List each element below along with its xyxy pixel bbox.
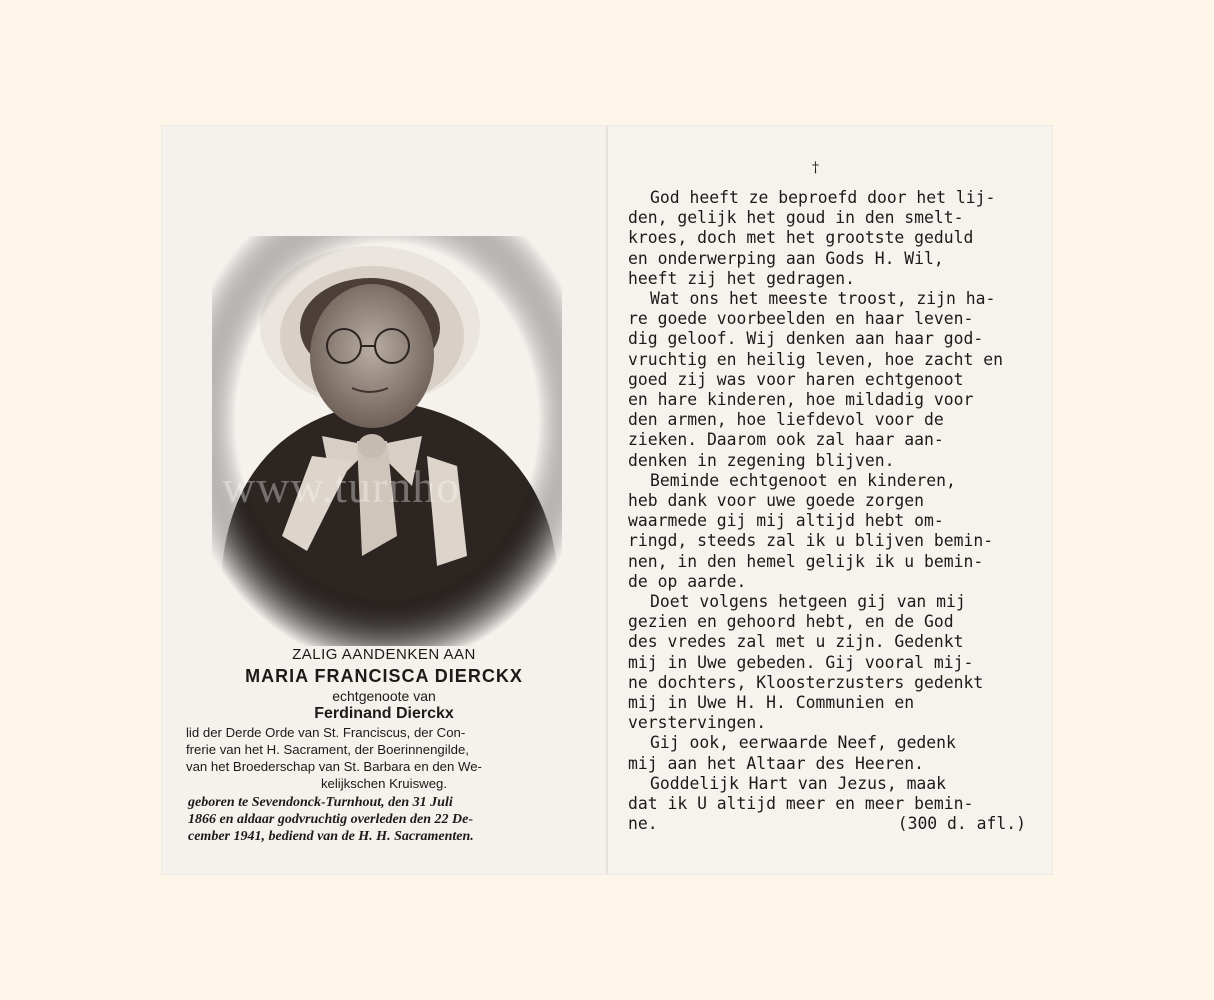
spouse-label: echtgenoote van	[332, 688, 436, 704]
memorial-text-line: dig geloof. Wij denken aan haar god-	[628, 329, 984, 349]
memorial-text-line: God heeft ze beproefd door het lij-	[650, 188, 996, 207]
memorial-text-line: vruchtig en heilig leven, hoe zacht en	[628, 349, 1003, 369]
memorial-heading: ZALIG AANDENKEN AAN	[292, 646, 476, 663]
memorial-text-line: ne.	[628, 814, 658, 834]
memorial-text-line: heeft zij het gedragen.	[628, 268, 855, 288]
bio-line: kelijkschen Kruisweg.	[320, 776, 448, 791]
memorial-text-line: verstervingen.	[628, 713, 767, 733]
memorial-text-line: ne dochters, Kloosterzusters gedenkt	[628, 672, 984, 692]
memorial-text-line: waarmede gij mij altijd hebt om-	[628, 511, 944, 531]
memorial-text-line: denken in zegening blijven.	[628, 450, 895, 470]
memorial-text-line: mij in Uwe gebeden. Gij vooral mij-	[628, 652, 974, 672]
spouse-name: Ferdinand Dierckx	[314, 705, 454, 722]
biography	[186, 724, 582, 792]
cross-icon: †	[812, 160, 819, 176]
memorial-text-line: Goddelijk Hart van Jezus, maak	[650, 773, 947, 793]
memorial-text-line: den armen, hoe liefdevol voor de	[628, 410, 944, 430]
memorial-text-line: Doet volgens hetgeen gij van mij	[650, 592, 966, 612]
memorial-text-last-line	[628, 814, 1030, 834]
memorial-text-line: goed zij was voor haren echtgenoot	[628, 369, 964, 389]
birth-death-record	[188, 794, 584, 845]
memorial-text-line: ringd, steeds zal ik u blijven bemin-	[628, 531, 994, 551]
memorial-text	[628, 188, 1030, 835]
memorial-text-line: des vredes zal met u zijn. Gedenkt	[628, 632, 964, 652]
memorial-text-line: kroes, doch met het grootste geduld	[628, 228, 974, 248]
birth-line: 1866 en aldaar godvruchtig overleden den 22 De-	[188, 812, 474, 827]
memorial-text-line: Beminde echtgenoot en kinderen,	[650, 470, 956, 490]
deceased-name: MARIA FRANCISCA DIERCKX	[245, 666, 523, 686]
memorial-text-line: nen, in den hemel gelijk ik u bemin-	[628, 551, 984, 571]
memorial-text-line: heb dank voor uwe goede zorgen	[628, 491, 925, 511]
memorial-text-line: en hare kinderen, hoe mildadig voor	[628, 390, 974, 410]
bio-line: van het Broederschap van St. Barbara en den We-	[186, 759, 482, 774]
memorial-text-line: en onderwerping aan Gods H. Wil,	[628, 248, 944, 268]
birth-line: geboren te Sevendonck-Turnhout, den 31 Juli	[188, 795, 453, 810]
memorial-text-line: dat ik U altijd meer en meer bemin-	[628, 794, 974, 814]
memorial-text-line: mij aan het Altaar des Heeren.	[628, 753, 925, 773]
memorial-text-line: Wat ons het meeste troost, zijn ha-	[650, 289, 996, 309]
memorial-text-line: mij in Uwe H. H. Communien en	[628, 693, 915, 713]
memorial-text-line: gezien en gehoord hebt, en de God	[628, 612, 954, 632]
memorial-text-line: zieken. Daarom ook zal haar aan-	[628, 430, 944, 450]
bio-line: lid der Derde Orde van St. Franciscus, der Con-	[186, 725, 466, 740]
memorial-text-line: re goede voorbeelden en haar leven-	[628, 309, 974, 329]
memorial-text-line: de op aarde.	[628, 571, 747, 591]
memorial-text-line: den, gelijk het goud in den smelt-	[628, 208, 964, 228]
birth-line: cember 1941, bediend van de H. H. Sacramenten.	[188, 829, 474, 844]
memorial-text-line: Gij ook, eerwaarde Neef, gedenk	[650, 733, 956, 753]
indulgence-note: (300 d. afl.)	[897, 814, 1026, 834]
bio-line: frerie van het H. Sacrament, der Boerinnengilde,	[186, 742, 469, 757]
watermark-text: www.turnho	[222, 461, 461, 512]
portrait-photo	[212, 236, 562, 646]
